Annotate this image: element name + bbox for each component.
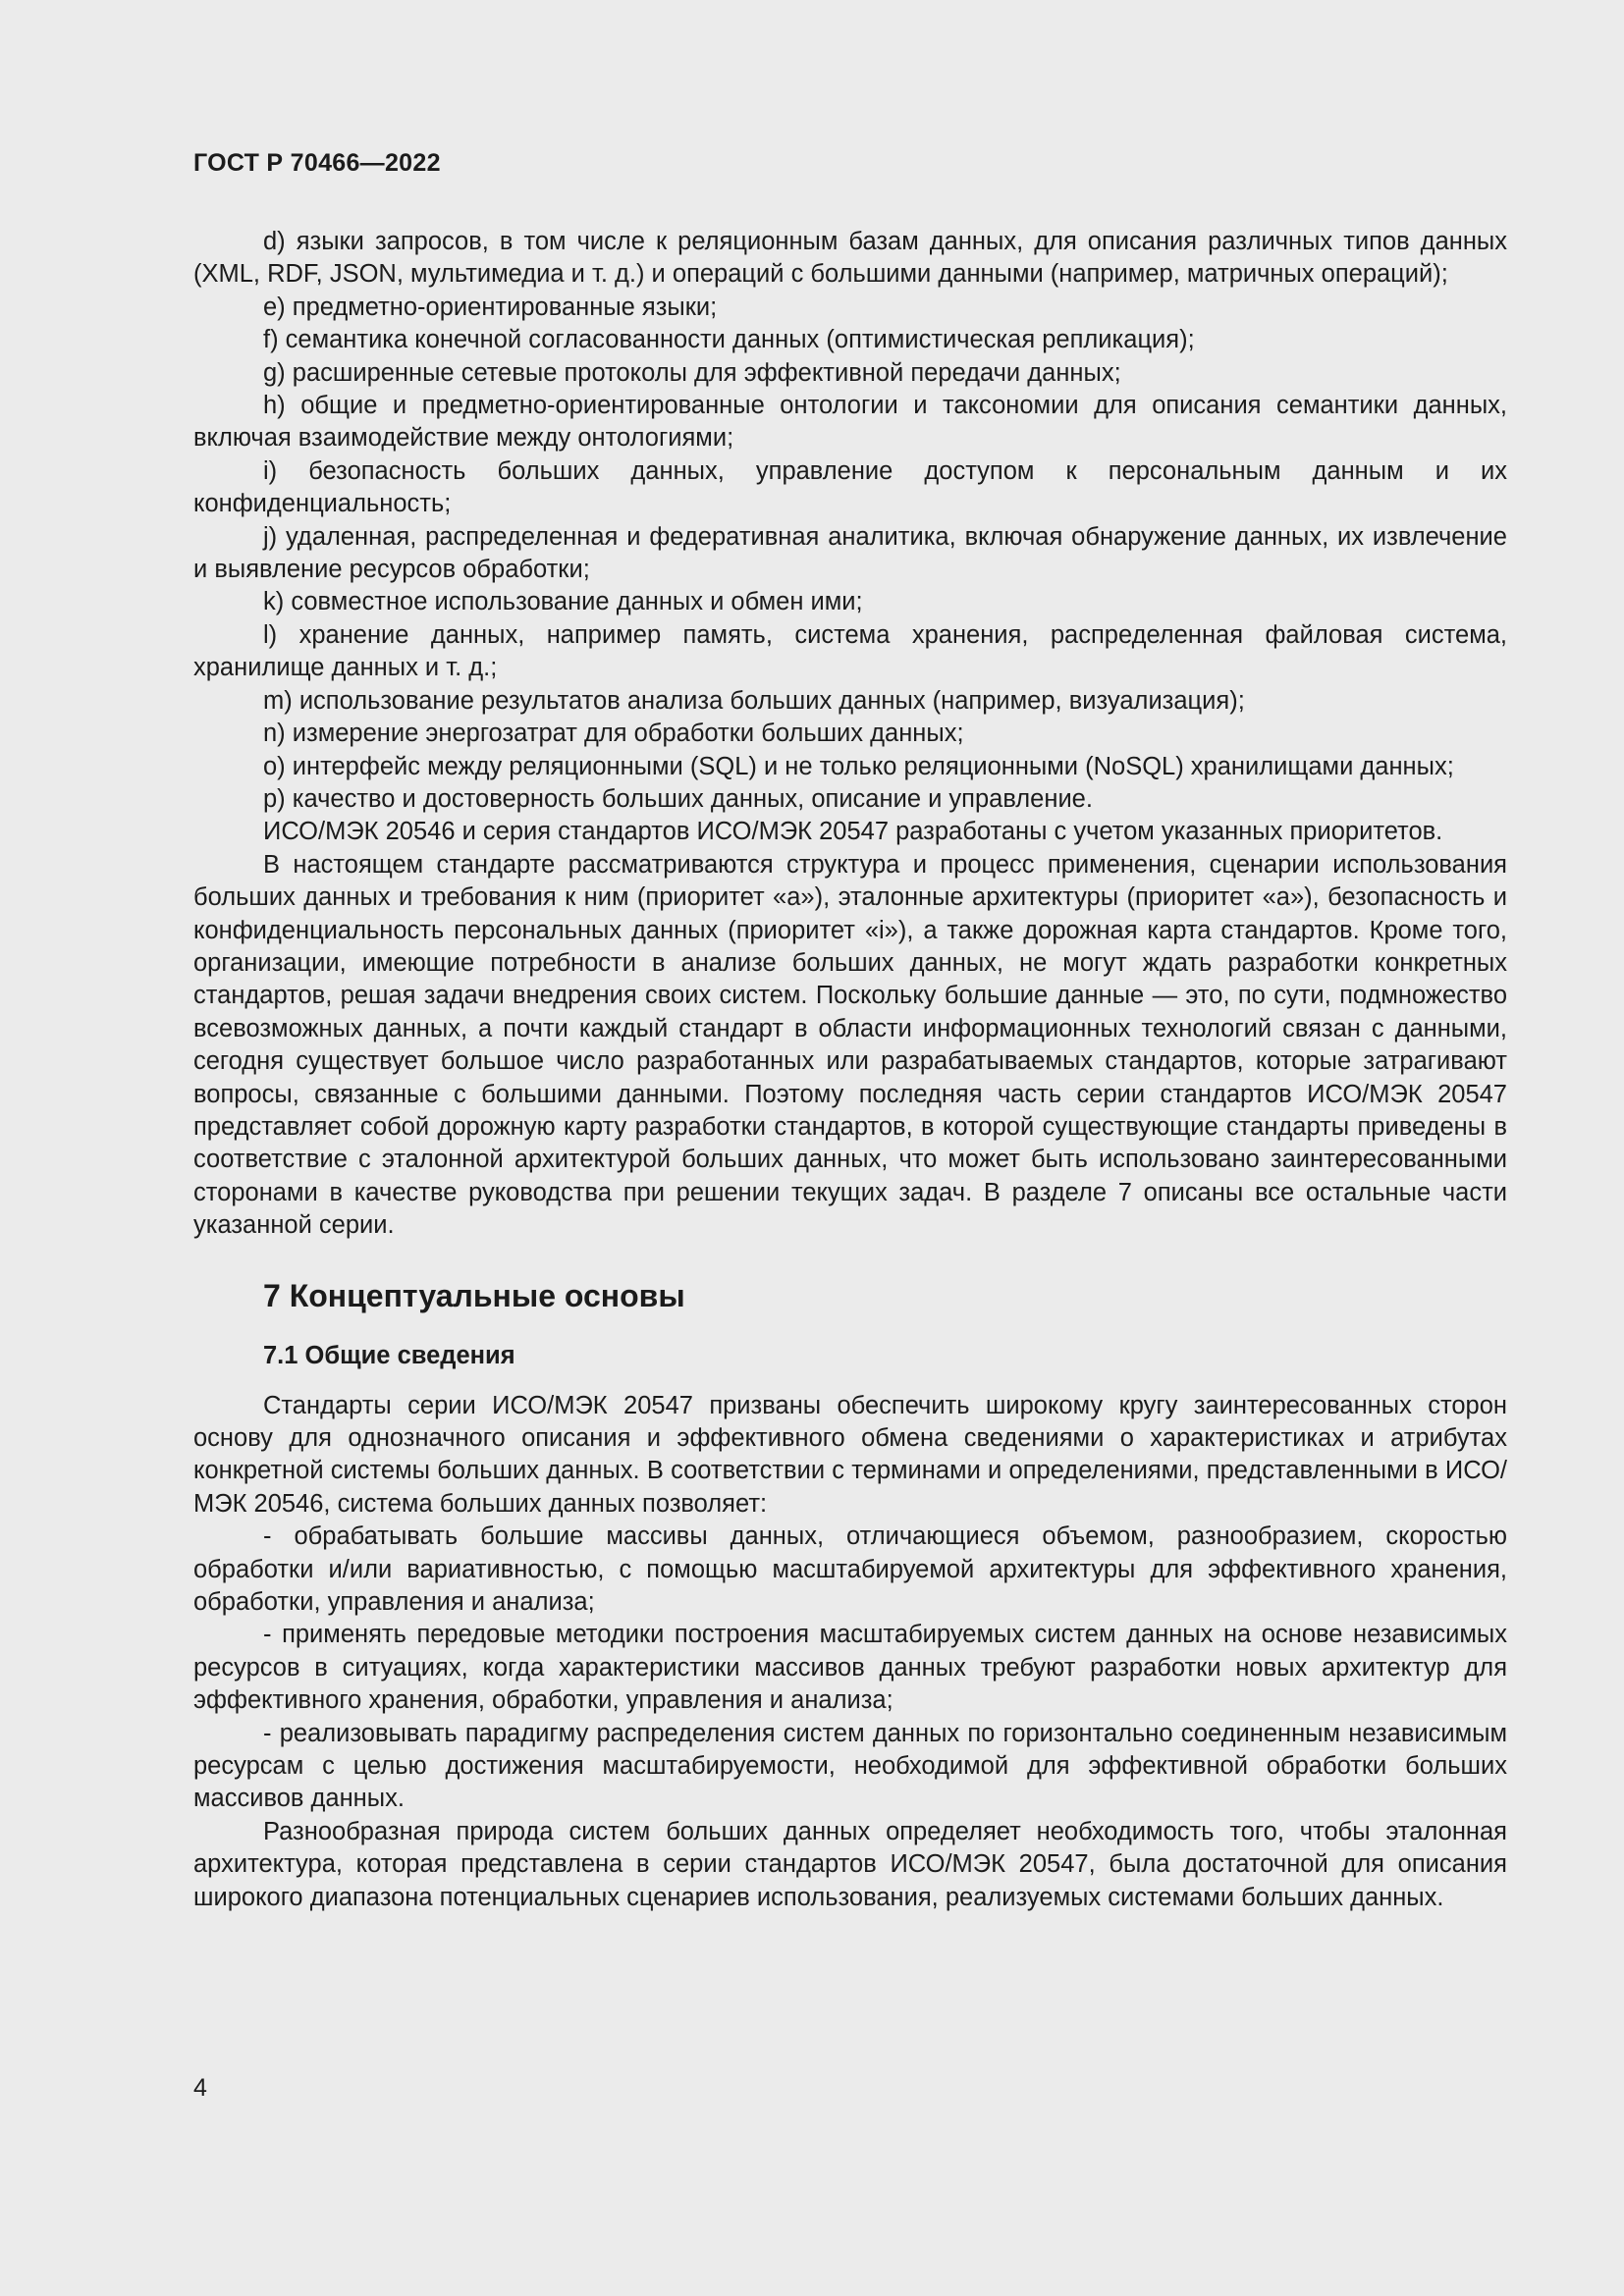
list-item: k) совместное использование данных и обмен ими; bbox=[263, 588, 863, 616]
bullet-item: - применять передовые методики построения масштабируемых систем данных на основе независимых ресурсов в ситуациях, когда характеристики массивов данных требуют разработки новых архитектур для эффективного хранения, обработки, управления и анализа; bbox=[193, 1621, 1507, 1715]
list-item: g) расширенные сетевые протоколы для эффективной передачи данных; bbox=[263, 358, 1121, 387]
subsection-title: 7.1 Общие сведения bbox=[263, 1341, 515, 1369]
list-item: i) безопасность больших данных, управление доступом к персональным данным и их конфиденциальность; bbox=[193, 456, 1507, 518]
list-item: o) интерфейс между реляционными (SQL) и не только реляционными (NoSQL) хранилищами данных; bbox=[263, 752, 1454, 780]
closing-paragraph: Разнообразная природа систем больших данных определяет необходимость того, чтобы эталонная архитектура, которая представлена в серии стандартов ИСО/МЭК 20547, была достаточной для описания широкого диапазона потенциальных сценариев использования, реализуемых системами больших данных. bbox=[193, 1817, 1507, 1911]
bullet-item: - реализовывать парадигму распределения систем данных по горизонтально соединенным независимым ресурсам с целью достижения масштабируемости, необходимой для эффективной обработки больших массивов данных. bbox=[193, 1719, 1507, 1813]
section-title: 7 Концептуальные основы bbox=[263, 1277, 685, 1313]
list-item: f) семантика конечной согласованности данных (оптимистическая репликация); bbox=[263, 326, 1195, 354]
paragraph: В настоящем стандарте рассматриваются структура и процесс применения, сценарии использования больших данных и требования к ним (приоритет «a»), эталонные архитектуры (приоритет «a»), безопасность и конфиденциальность персональных данных (приоритет «i»), а также дорожная карта стандартов. Кроме того, организации, имеющие потребности в анализе больших данных, не могут ждать разработки конкретных стандартов, решая задачи внедрения своих систем. Поскольку большие данные — это, по сути, подмножество всевозможных данных, а почти каждый стандарт в области информационных технологий связан с данными, сегодня существует большое число разработанных или разрабатываемых стандартов, которые затрагивают вопросы, связанные с большими данными. Поэтому последняя часть серии стандартов ИСО/МЭК 20547 представляет собой дорожную карту разработки стандартов, в которой существующие стандарты приведены в соответствие с эталонной архитектурой больших данных, что может быть использовано заинтересованными сторонами в качестве руководства при решении текущих задач. В разделе 7 описаны все остальные части указанной серии. bbox=[193, 850, 1507, 1240]
document-code-header: ГОСТ Р 70466—2022 bbox=[193, 149, 441, 177]
priority-list bbox=[193, 226, 1507, 816]
list-item: m) использование результатов анализа больших данных (например, визуализация); bbox=[263, 686, 1245, 715]
list-item: d) языки запросов, в том числе к реляционным базам данных, для описания различных типов данных (XML, RDF, JSON, мультимедиа и т. д.) и операций с большими данными (например, матричных операций); bbox=[193, 228, 1507, 289]
list-item: j) удаленная, распределенная и федеративная аналитика, включая обнаружение данных, их извлечение и выявление ресурсов обработки; bbox=[193, 522, 1507, 584]
document-body bbox=[193, 226, 1507, 1914]
page-number: 4 bbox=[193, 2074, 207, 2102]
bullet-item: - обрабатывать большие массивы данных, отличающиеся объемом, разнообразием, скоростью обработки и/или вариативностью, с помощью масштабируемой архитектуры для эффективного хранения, обработки, управления и анализа; bbox=[193, 1522, 1507, 1617]
list-item: l) хранение данных, например память, система хранения, распределенная файловая система, хранилище данных и т. д.; bbox=[193, 620, 1507, 682]
list-item: p) качество и достоверность больших данных, описание и управление. bbox=[263, 784, 1093, 813]
list-item: h) общие и предметно-ориентированные онтологии и таксономии для описания семантики данных, включая взаимодействие между онтологиями; bbox=[193, 392, 1507, 453]
paragraph: ИСО/МЭК 20546 и серия стандартов ИСО/МЭК 20547 разработаны с учетом указанных приоритетов. bbox=[263, 818, 1443, 846]
list-item: n) измерение энергозатрат для обработки больших данных; bbox=[263, 720, 964, 748]
section-intro: Стандарты серии ИСО/МЭК 20547 призваны обеспечить широкому кругу заинтересованных сторон основу для однозначного описания и эффективного обмена сведениями о характеристиках и атрибутах конкретной системы больших данных. В соответствии с терминами и определениями, представленными в ИСО/МЭК 20546, система больших данных позволяет: bbox=[193, 1391, 1507, 1518]
list-item: e) предметно-ориентированные языки; bbox=[263, 293, 718, 321]
